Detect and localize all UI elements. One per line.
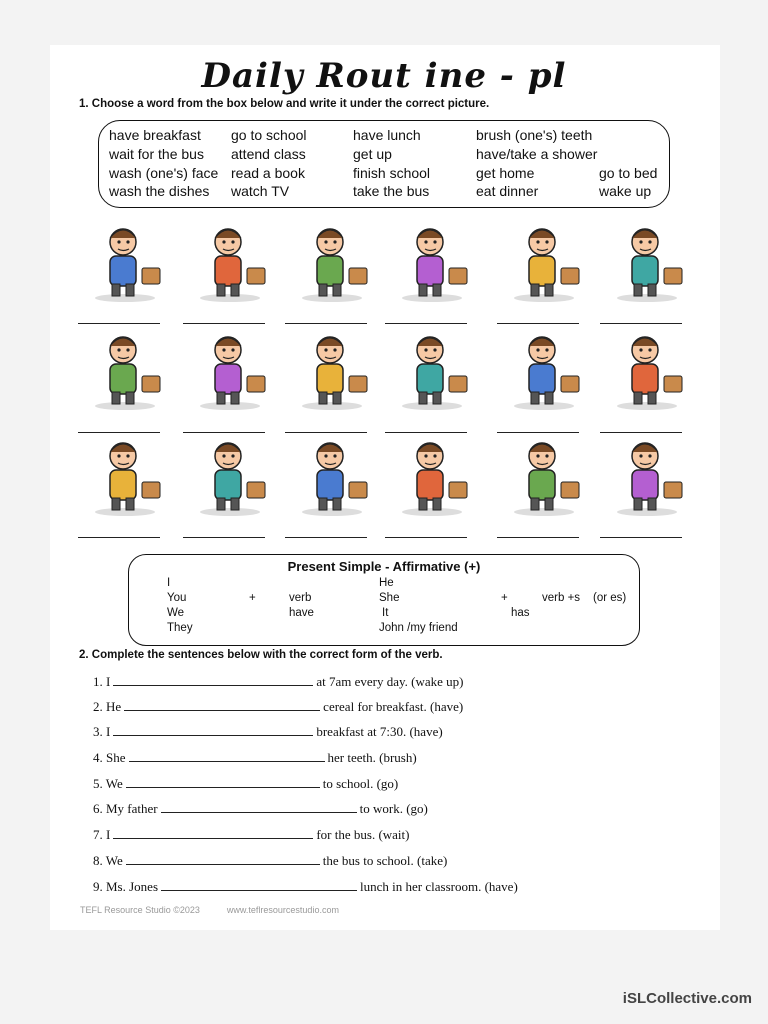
lunch-picture bbox=[387, 330, 477, 412]
instruction-2: 2. Complete the sentences below with the correct form of the verb. bbox=[79, 649, 443, 661]
word-box bbox=[98, 120, 670, 208]
dressing-picture bbox=[185, 222, 275, 304]
worksheet-title: Daily Rout ine - pl bbox=[201, 56, 567, 96]
or-es-label: (or es) bbox=[593, 592, 627, 604]
picture-answer-line[interactable] bbox=[600, 537, 682, 538]
picture-answer-line[interactable] bbox=[285, 537, 367, 538]
sentence-prefix: 3. I bbox=[93, 724, 111, 739]
footer bbox=[80, 905, 339, 915]
instruction-1: 1. Choose a word from the box below and write it under the correct picture. bbox=[79, 98, 490, 110]
sentence-prefix: 7. I bbox=[93, 827, 111, 842]
sentence-7 bbox=[93, 826, 409, 843]
alarm-clock-bed-picture bbox=[80, 222, 170, 304]
word-item: go to school bbox=[231, 127, 307, 143]
school-door-picture bbox=[499, 330, 589, 412]
picture-answer-line[interactable] bbox=[497, 323, 579, 324]
answer-blank[interactable] bbox=[129, 749, 325, 762]
answer-blank[interactable] bbox=[113, 673, 313, 686]
sentence-suffix: cereal for breakfast. (have) bbox=[323, 699, 464, 714]
word-item: eat dinner bbox=[476, 183, 539, 199]
sentence-suffix: to work. (go) bbox=[359, 801, 428, 816]
word-item: take the bus bbox=[353, 183, 430, 199]
word-item: get up bbox=[353, 146, 392, 162]
brushing-teeth-picture bbox=[499, 222, 589, 304]
sentence-suffix: for the bus. (wait) bbox=[316, 827, 410, 842]
picture-answer-line[interactable] bbox=[78, 432, 160, 433]
picture-answer-line[interactable] bbox=[497, 432, 579, 433]
word-item: watch TV bbox=[231, 183, 290, 199]
picture-answer-line[interactable] bbox=[385, 432, 467, 433]
sentence-suffix: the bus to school. (take) bbox=[322, 853, 448, 868]
pronoun: I bbox=[167, 577, 171, 589]
sentence-prefix: 5. We bbox=[93, 776, 123, 791]
word-item: go to bed bbox=[599, 165, 658, 181]
grammar-box bbox=[128, 554, 640, 646]
sentence-prefix: 8. We bbox=[93, 853, 123, 868]
word-item: wash the dishes bbox=[109, 183, 210, 199]
word-item: get home bbox=[476, 165, 535, 181]
answer-blank[interactable] bbox=[126, 775, 320, 788]
sentence-1 bbox=[93, 673, 464, 690]
picture-answer-line[interactable] bbox=[600, 432, 682, 433]
reading-picture bbox=[387, 436, 477, 518]
verb-s-label: verb +s bbox=[542, 592, 581, 604]
pronoun: You bbox=[167, 592, 187, 604]
picture-answer-line[interactable] bbox=[285, 323, 367, 324]
sentence-suffix: to school. (go) bbox=[322, 776, 399, 791]
plus-sign: + bbox=[249, 592, 256, 604]
sentence-prefix: 1. I bbox=[93, 674, 111, 689]
answer-blank[interactable] bbox=[113, 723, 313, 736]
word-item: have breakfast bbox=[109, 127, 201, 143]
answer-blank[interactable] bbox=[113, 826, 313, 839]
sentence-4 bbox=[93, 749, 417, 766]
washing-face-picture bbox=[499, 436, 589, 518]
word-item: have/take a shower bbox=[476, 146, 598, 162]
picture-answer-line[interactable] bbox=[600, 323, 682, 324]
answer-blank[interactable] bbox=[161, 800, 357, 813]
pronoun: It bbox=[382, 607, 389, 619]
sentence-prefix: 9. Ms. Jones bbox=[93, 879, 159, 894]
picture-answer-line[interactable] bbox=[497, 537, 579, 538]
footer-copyright: TEFL Resource Studio ©2023 bbox=[80, 905, 200, 915]
grammar-title: Present Simple - Affirmative (+) bbox=[287, 559, 481, 574]
tv-picture bbox=[287, 436, 377, 518]
answer-blank[interactable] bbox=[124, 698, 320, 711]
shower-picture bbox=[287, 222, 377, 304]
dinner-picture bbox=[80, 436, 170, 518]
bed-picture bbox=[602, 436, 692, 518]
pronoun: We bbox=[167, 607, 185, 619]
teacher-picture bbox=[287, 330, 377, 412]
has-label: has bbox=[511, 607, 530, 619]
sentence-prefix: 4. She bbox=[93, 750, 126, 765]
picture-answer-line[interactable] bbox=[183, 323, 265, 324]
word-item: have lunch bbox=[353, 127, 421, 143]
leaving-home-picture bbox=[602, 222, 692, 304]
bus-picture bbox=[185, 330, 275, 412]
footer-url: www.teflresourcestudio.com bbox=[226, 905, 339, 915]
plus-sign: + bbox=[501, 592, 508, 604]
sentence-suffix: her teeth. (brush) bbox=[327, 750, 417, 765]
word-item: wait for the bus bbox=[109, 146, 204, 162]
dishes-picture bbox=[185, 436, 275, 518]
sentence-9 bbox=[93, 878, 518, 895]
answer-blank[interactable] bbox=[126, 852, 320, 865]
pronoun: They bbox=[167, 622, 193, 634]
word-item: read a book bbox=[231, 165, 305, 181]
word-item: wake up bbox=[599, 183, 652, 199]
have-label: have bbox=[289, 607, 314, 619]
pronoun: She bbox=[379, 592, 400, 604]
sentence-5 bbox=[93, 775, 398, 792]
verb-label: verb bbox=[289, 592, 312, 604]
sentence-3 bbox=[93, 723, 443, 740]
picture-answer-line[interactable] bbox=[78, 537, 160, 538]
sentence-suffix: at 7am every day. (wake up) bbox=[316, 674, 464, 689]
word-item: attend class bbox=[231, 146, 306, 162]
sentence-suffix: breakfast at 7:30. (have) bbox=[316, 724, 443, 739]
answer-blank[interactable] bbox=[161, 878, 357, 891]
picture-answer-line[interactable] bbox=[183, 537, 265, 538]
picture-answer-line[interactable] bbox=[183, 432, 265, 433]
pronoun: John /my friend bbox=[379, 622, 458, 634]
sentence-suffix: lunch in her classroom. (have) bbox=[360, 879, 518, 894]
breakfast-picture bbox=[387, 222, 477, 304]
picture-answer-line[interactable] bbox=[385, 323, 467, 324]
bus-stop-picture bbox=[80, 330, 170, 412]
picture-answer-line[interactable] bbox=[285, 432, 367, 433]
sentence-2 bbox=[93, 698, 463, 715]
word-item: finish school bbox=[353, 165, 431, 181]
picture-answer-line[interactable] bbox=[78, 323, 160, 324]
pronoun: He bbox=[379, 577, 394, 589]
word-item: wash (one's) face bbox=[109, 165, 219, 181]
sentence-6 bbox=[93, 800, 428, 817]
word-item: brush (one's) teeth bbox=[476, 127, 593, 143]
picture-answer-line[interactable] bbox=[385, 537, 467, 538]
sentence-8 bbox=[93, 852, 447, 869]
sentence-prefix: 2. He bbox=[93, 699, 122, 714]
coming-home-picture bbox=[602, 330, 692, 412]
sentence-prefix: 6. My father bbox=[93, 801, 158, 816]
watermark: iSLCollective.com bbox=[622, 990, 752, 1007]
